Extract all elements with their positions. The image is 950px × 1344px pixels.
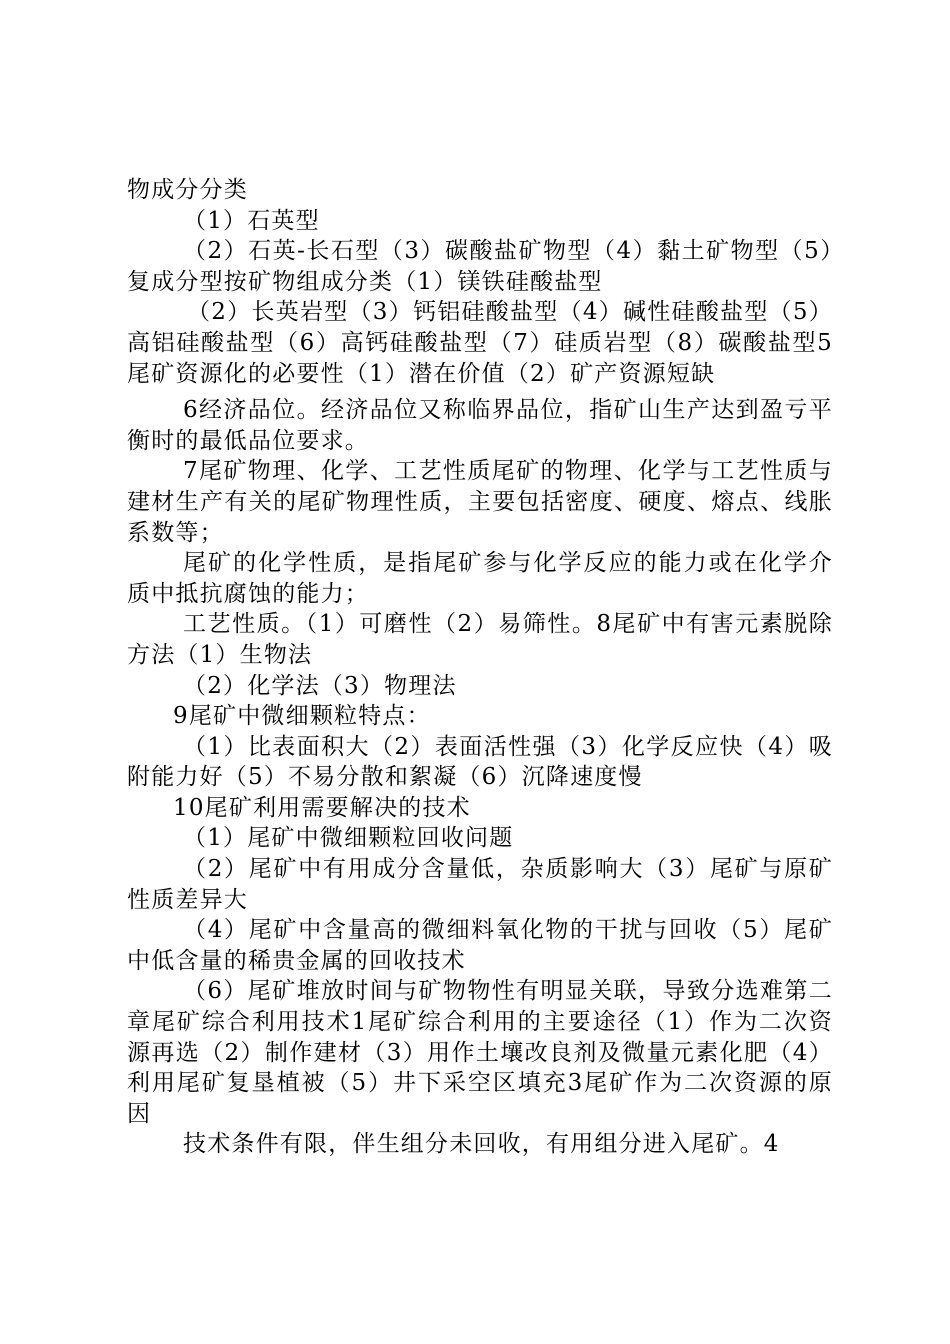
- paragraph-5: 6经济品位。经济品位又称临界品位，指矿山生产达到盈亏平衡时的最低品位要求。: [127, 397, 833, 454]
- paragraph-8: 工艺性质。（1）可磨性（2）易筛性。8尾矿中有害元素脱除方法（1）生物法: [127, 611, 833, 668]
- paragraph-10: 9尾矿中微细颗粒特点：: [173, 703, 431, 730]
- paragraph-6: 7尾矿物理、化学、工艺性质尾矿的物理、化学与工艺性质与建材生产有关的尾矿物理性质，主要包括密度、硬度、熔点、线胀系数等；: [127, 458, 833, 546]
- paragraph-14: （2）尾矿中有用成分含量低，杂质影响大（3）尾矿与原矿性质差异大: [127, 856, 833, 913]
- paragraph-7: 尾矿的化学性质，是指尾矿参与化学反应的能力或在化学介质中抵抗腐蚀的能力；: [127, 550, 833, 607]
- document-body: [127, 175, 833, 1160]
- paragraph-17: 技术条件有限，伴生组分未回收，有用组分进入尾矿。4: [183, 1131, 780, 1158]
- paragraph-13: （1）尾矿中微细颗粒回收问题: [183, 825, 514, 852]
- paragraph-9: （2）化学法（3）物理法: [183, 672, 457, 699]
- paragraph-12: 10尾矿利用需要解决的技术: [173, 794, 471, 821]
- paragraph-1: 物成分分类: [127, 177, 248, 203]
- paragraph-16: （6）尾矿堆放时间与矿物物性有明显关联，导致分选难第二章尾矿综合利用技术1尾矿综合利用的主要途径（1）作为二次资源再选（2）制作建材（3）用作土壤改良剂及微量元素化肥（4）利用尾矿复垦植被（5）井下采空区填充3尾矿作为二次资源的原因: [127, 978, 833, 1127]
- paragraph-2: （1）石英型: [183, 207, 320, 234]
- paragraph-3: （2）石英-长石型（3）碳酸盐矿物型（4）黏土矿物型（5）复成分型按矿物组成分类（1）镁铁硅酸盐型: [127, 238, 833, 295]
- paragraph-4: （2）长英岩型（3）钙铝硅酸盐型（4）碱性硅酸盐型（5）高铝硅酸盐型（6）高钙硅酸盐型（7）硅质岩型（8）碳酸盐型5尾矿资源化的必要性（1）潜在价值（2）矿产资源短缺: [127, 299, 833, 387]
- paragraph-15: （4）尾矿中含量高的微细料氧化物的干扰与回收（5）尾矿中低含量的稀贵金属的回收技术: [127, 917, 833, 974]
- paragraph-11: （1）比表面积大（2）表面活性强（3）化学反应快（4）吸附能力好（5）不易分散和絮凝（6）沉降速度慢: [127, 733, 833, 791]
